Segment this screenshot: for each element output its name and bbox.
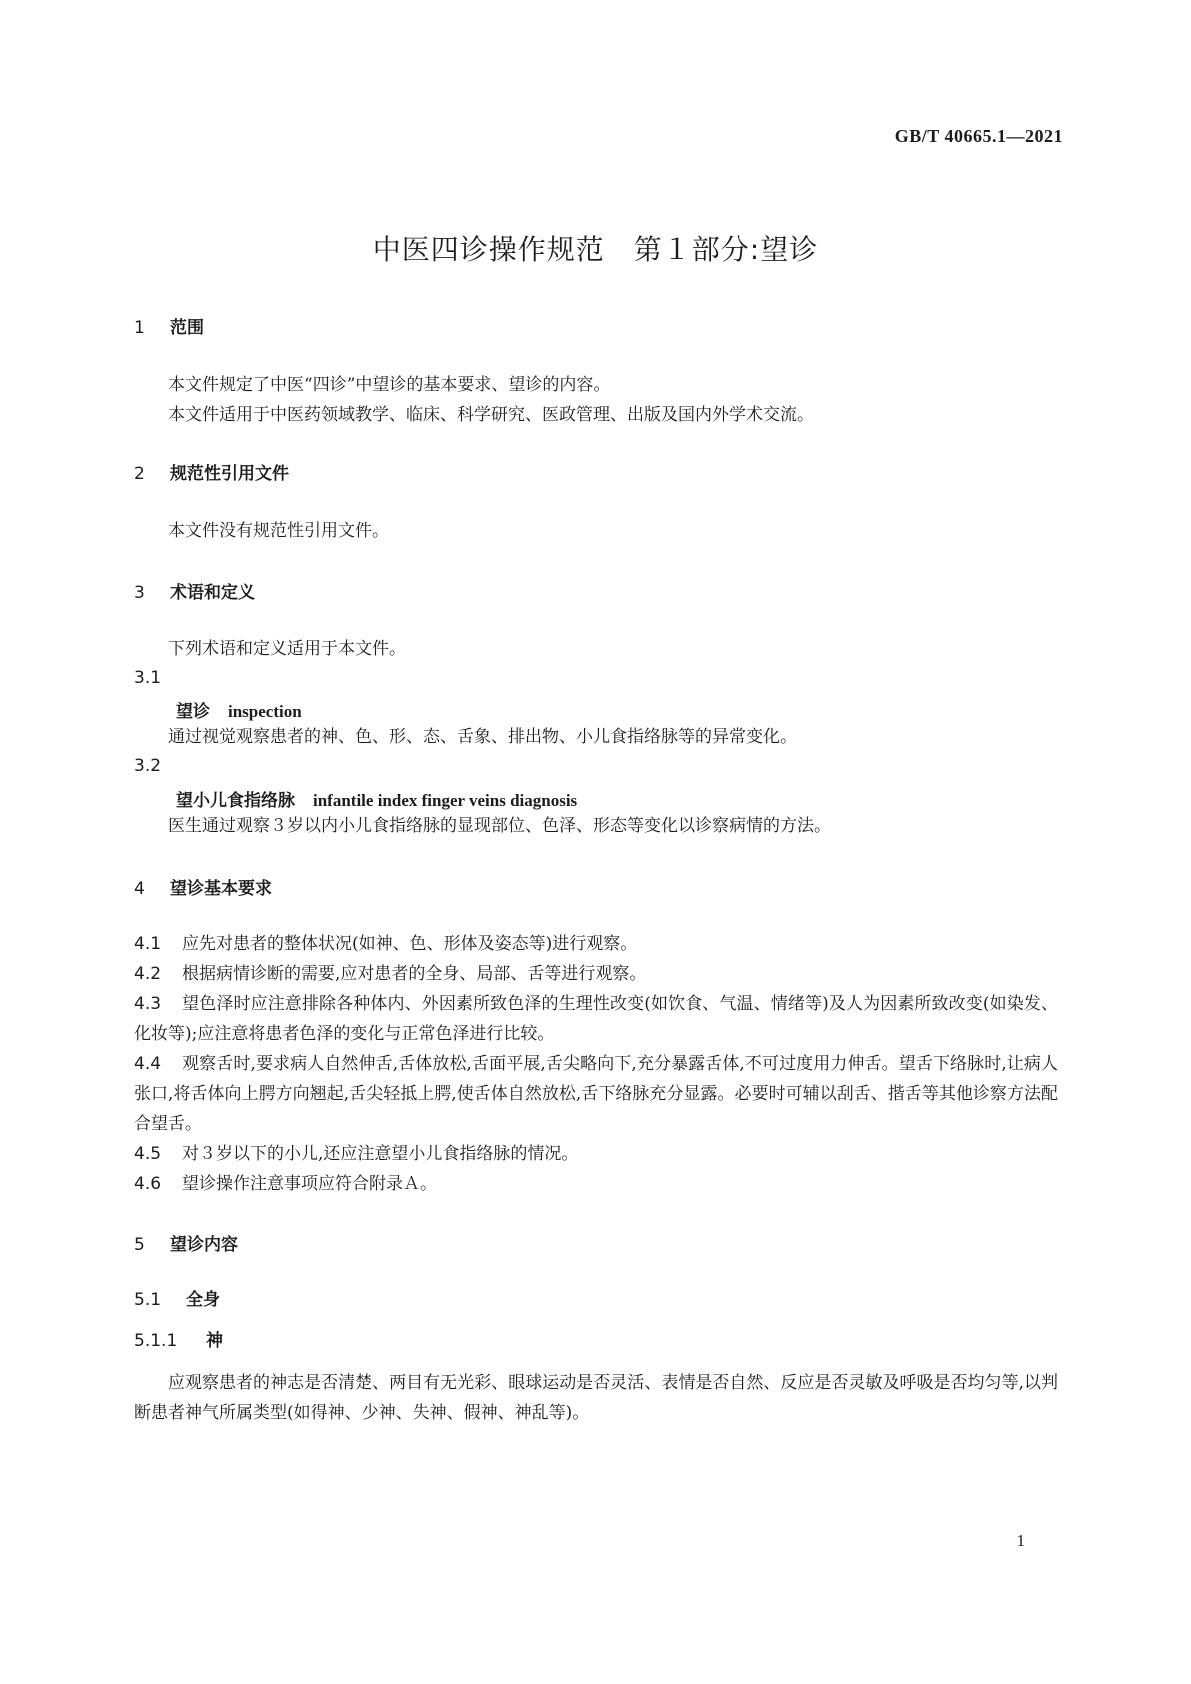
term-number: 3.2 bbox=[134, 756, 162, 776]
section-4-heading: 4 望诊基本要求 bbox=[134, 879, 272, 899]
section-2-heading: 2 规范性引用文件 bbox=[134, 464, 289, 484]
list-item: 4.4 观察舌时,要求病人自然伸舌,舌体放松,舌面平展,舌尖略向下,充分暴露舌体,不可过度用力伸舌。望舌下络脉时,让病人张口,将舌体向上腭方向翘起,舌尖轻抵上腭,使舌体自然放松,舌下络脉充分显露。必要时可辅以刮舌、揩舌等其他诊察方法配合望舌。 bbox=[134, 1054, 1058, 1134]
list-item: 4.5 对３岁以下的小儿,还应注意望小儿食指络脉的情况。 bbox=[134, 1144, 579, 1164]
term-definition: 通过视觉观察患者的神、色、形、态、舌象、排出物、小儿食指络脉等的异常变化。 bbox=[168, 727, 797, 747]
list-item: 4.1 应先对患者的整体状况(如神、色、形体及姿态等)进行观察。 bbox=[134, 934, 638, 954]
paragraph: 本文件适用于中医药领域教学、临床、科学研究、医政管理、出版及国内外学术交流。 bbox=[168, 405, 814, 425]
subsection-5-1-heading: 5.1 全身 bbox=[134, 1290, 220, 1310]
paragraph: 应观察患者的神志是否清楚、两目有无光彩、眼球运动是否灵活、表情是否自然、反应是否灵敏及呼吸是否均匀等,以判断患者神气所属类型(如得神、少神、失神、假神、神乱等)。 bbox=[134, 1373, 1058, 1423]
term-heading: 望小儿食指络脉 infantile index finger veins diagnosis bbox=[176, 791, 578, 811]
section-1-heading: 1 范围 bbox=[134, 318, 204, 338]
paragraph: 本文件没有规范性引用文件。 bbox=[168, 521, 389, 541]
section-5-heading: 5 望诊内容 bbox=[134, 1235, 238, 1255]
standard-number: GB/T 40665.1—2021 bbox=[894, 126, 1063, 146]
paragraph: 下列术语和定义适用于本文件。 bbox=[168, 639, 406, 659]
term-definition: 医生通过观察３岁以内小儿食指络脉的显现部位、色泽、形态等变化以诊察病情的方法。 bbox=[168, 816, 831, 836]
paragraph: 本文件规定了中医“四诊”中望诊的基本要求、望诊的内容。 bbox=[168, 375, 611, 395]
list-item: 4.3 望色泽时应注意排除各种体内、外因素所致色泽的生理性改变(如饮食、气温、情绪等)及人为因素所致改变(如染发、化妆等);应注意将患者色泽的变化与正常色泽进行比较。 bbox=[134, 994, 1058, 1044]
term-heading: 望诊 inspection bbox=[176, 702, 302, 722]
document-title: 中医四诊操作规范 第１部分:望诊 bbox=[372, 233, 819, 266]
page-number: 1 bbox=[1016, 1531, 1025, 1550]
subsection-5-1-1-heading: 5.1.1 神 bbox=[134, 1331, 223, 1351]
section-3-heading: 3 术语和定义 bbox=[134, 583, 255, 603]
term-number: 3.1 bbox=[134, 668, 162, 688]
list-item: 4.2 根据病情诊断的需要,应对患者的全身、局部、舌等进行观察。 bbox=[134, 964, 647, 984]
list-item: 4.6 望诊操作注意事项应符合附录Ａ。 bbox=[134, 1174, 437, 1194]
